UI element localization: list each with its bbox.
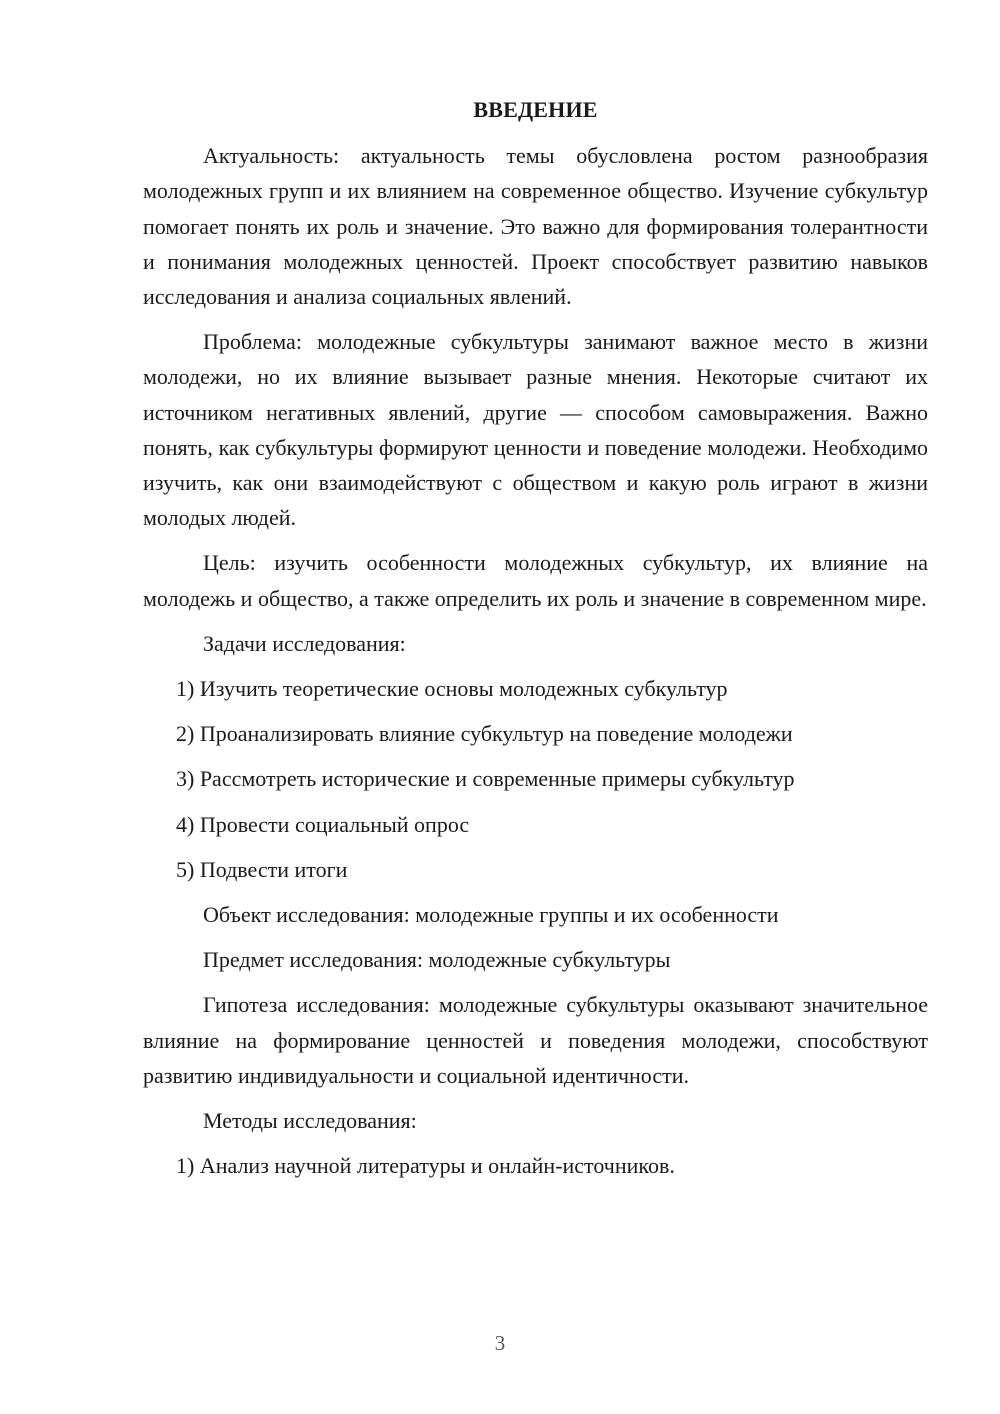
task-item-5: 5) Подвести итоги: [176, 856, 348, 882]
methods-heading: Методы исследования:: [203, 1108, 417, 1134]
task-item-2: 2) Проанализировать влияние субкультур на поведение молодежи: [176, 721, 793, 747]
document-page: [143, 92, 928, 1193]
method-item-1: 1) Анализ научной литературы и онлайн-источников.: [176, 1153, 675, 1179]
task-item-1: 1) Изучить теоретические основы молодежных субкультур: [176, 676, 728, 702]
task-item-4: 4) Провести социальный опрос: [176, 811, 470, 837]
hypothesis-paragraph: Гипотеза исследования: молодежные субкультуры оказывают значительное влияние на формирование ценностей и поведения молодежи, способствуют развитию индивидуальности и социальной идентичности.: [143, 992, 928, 1088]
problem-paragraph: Проблема: молодежные субкультуры занимают важное место в жизни молодежи, но их влияние вызывает разные мнения. Некоторые считают их источником негативных явлений, другие — способом самовыражения. Важно понять, как субкультуры формируют ценности и поведение молодежи. Необходимо изучить, как они взаимодействуют с обществом и какую роль играют в жизни молодых людей.: [143, 329, 928, 531]
section-title: ВВЕДЕНИЕ: [473, 97, 598, 122]
research-object: Объект исследования: молодежные группы и их особенности: [203, 902, 779, 928]
task-item-3: 3) Рассмотреть исторические и современные примеры субкультур: [176, 766, 795, 792]
goal-paragraph: Цель: изучить особенности молодежных субкультур, их влияние на молодежь и общество, а также определить их роль и значение в современном мире.: [143, 550, 928, 611]
research-subject: Предмет исследования: молодежные субкультуры: [203, 947, 671, 973]
relevance-paragraph: Актуальность: актуальность темы обусловлена ростом разнообразия молодежных групп и их влиянием на современное общество. Изучение субкультур помогает понять их роль и значение. Это важно для формирования толерантности и понимания молодежных ценностей. Проект способствует развитию навыков исследования и анализа социальных явлений.: [143, 143, 928, 310]
page-number: 3: [494, 1331, 506, 1355]
tasks-heading: Задачи исследования:: [203, 630, 406, 656]
